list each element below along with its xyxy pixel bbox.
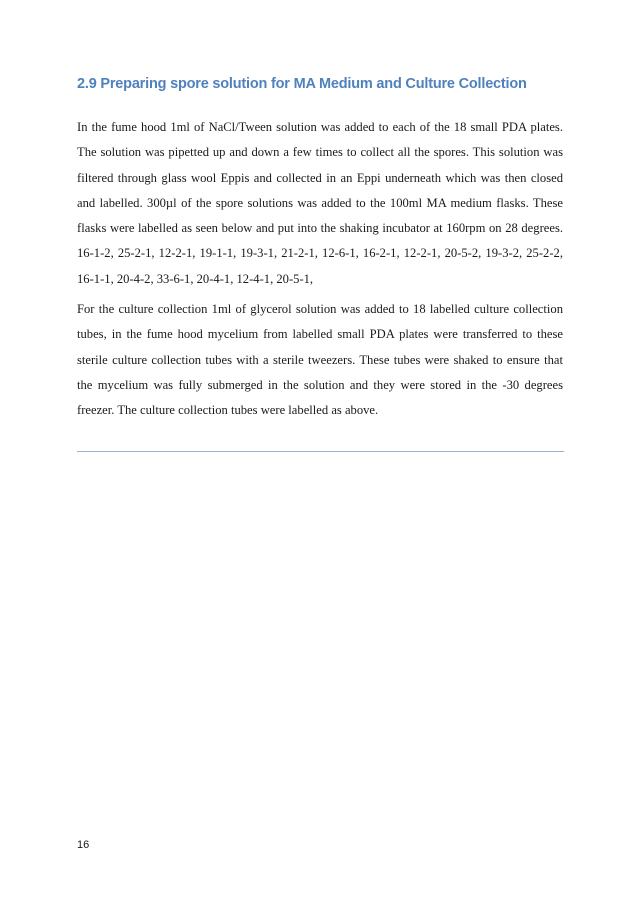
section-divider <box>77 451 564 452</box>
page-number: 16 <box>77 839 90 851</box>
section-heading: 2.9 Preparing spore solution for MA Medium and Culture Collection <box>77 76 527 92</box>
paragraph-culture-collection: For the culture collection 1ml of glycerol solution was added to 18 labelled culture collection tubes, in the fume hood mycelium from labelled small PDA plates were transferred to these sterile culture collection tubes with a sterile tweezers. These tubes were shaked to ensure that the mycelium was fully submerged in the solution and they were stored in the -30 degrees freezer. The culture collection tubes were labelled as above. <box>77 302 563 418</box>
paragraph-spore-solution: In the fume hood 1ml of NaCl/Tween solution was added to each of the 18 small PDA plates. The solution was pipetted up and down a few times to collect all the spores. This solution was filtered through glass wool Eppis and collected in an Eppi underneath which was then closed and labelled. 300µl of the spore solutions was added to the 100ml MA medium flasks. These flasks were labelled as seen below and put into the shaking incubator at 160rpm on 28 degrees. 16-1-2, 25-2-1, 12-2-1, 19-1-1, 19-3-1, 21-2-1, 12-6-1, 16-2-1, 12-2-1, 20-5-2, 19-3-2, 25-2-2, 16-1-1, 20-4-2, 33-6-1, 20-4-1, 12-4-1, 20-5-1, <box>77 120 563 286</box>
